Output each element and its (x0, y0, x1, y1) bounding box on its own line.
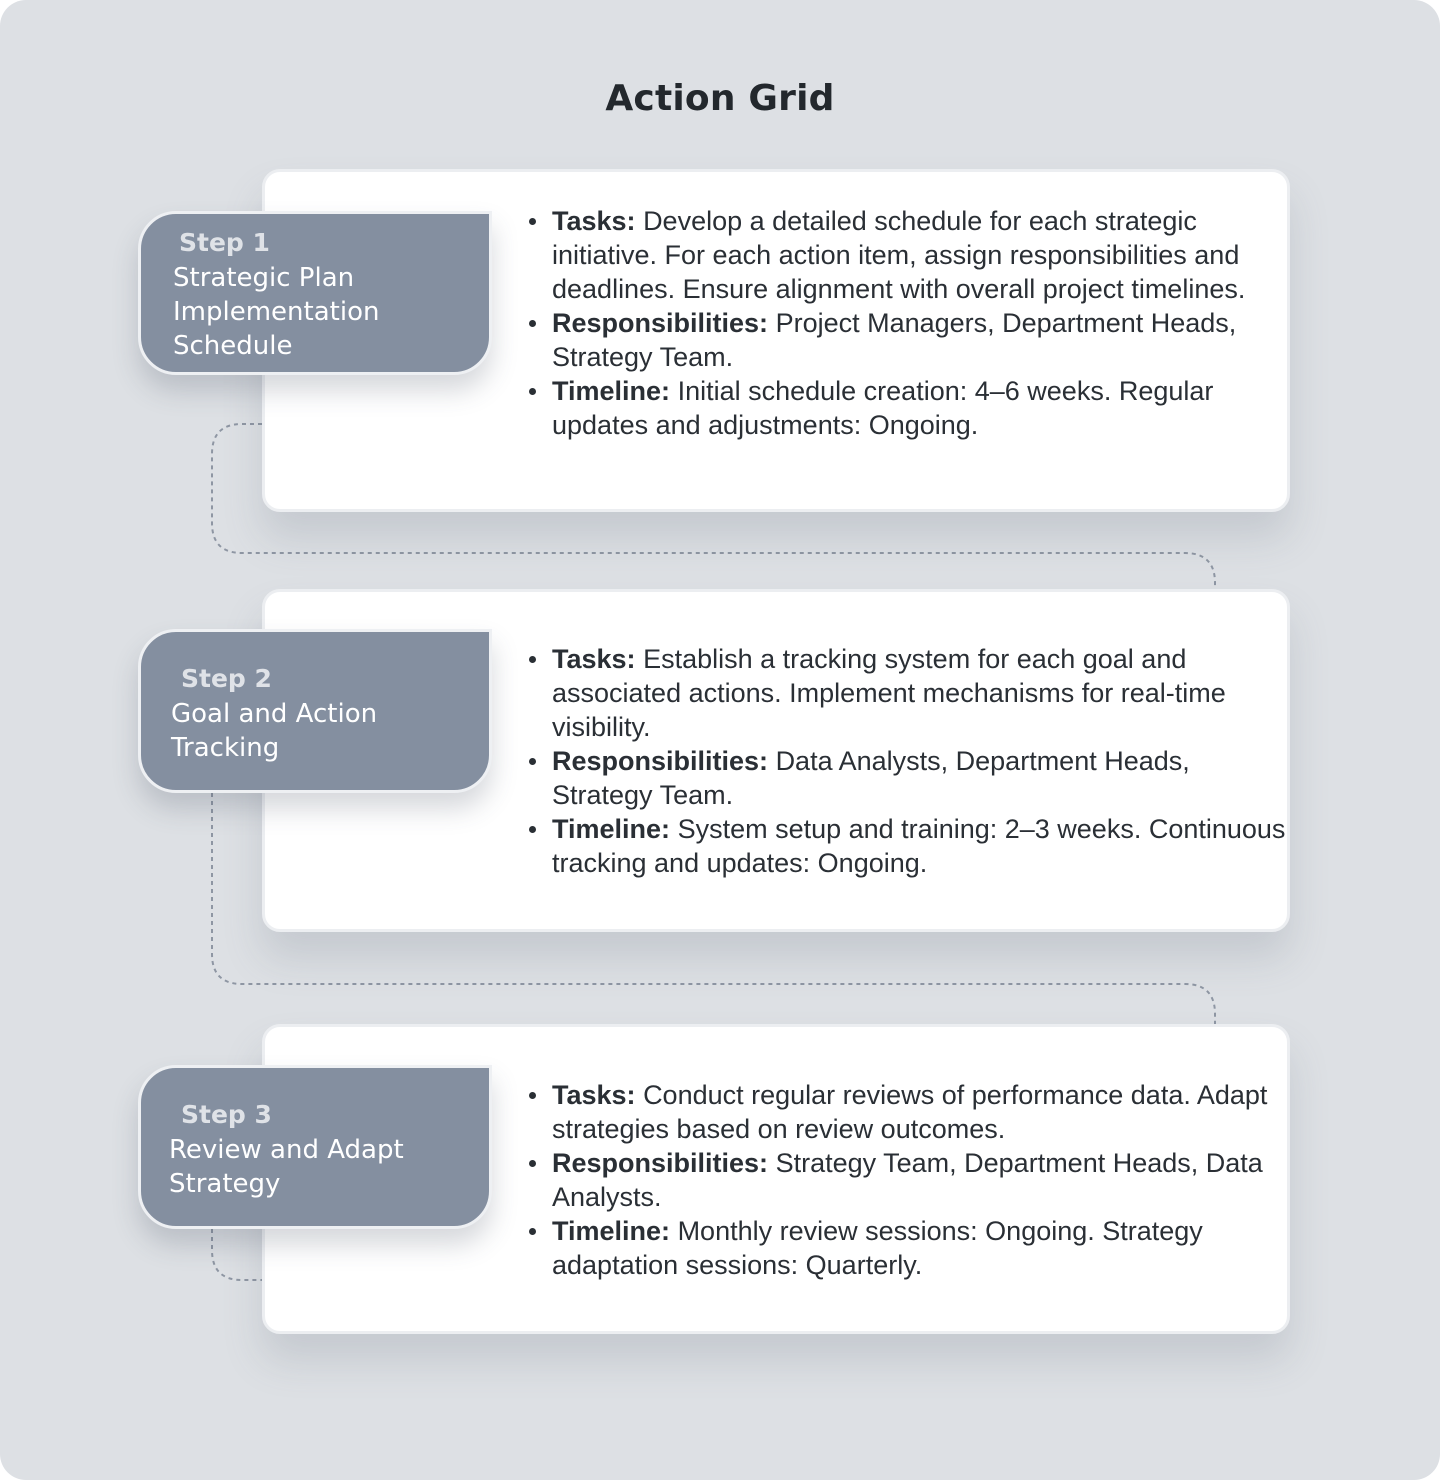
tasks-key: Tasks: (552, 206, 636, 236)
step-1-title: Strategic Plan Implementation Schedule (173, 263, 380, 361)
step-2-details (524, 642, 1292, 880)
responsibilities-key: Responsibilities: (552, 308, 769, 338)
timeline-text: Monthly review sessions: Ongoing. Strategy adaptation sessions: Quarterly. (552, 1216, 1203, 1280)
step-1-pill (138, 211, 492, 375)
step-1-responsibilities-item (552, 306, 1292, 374)
timeline-key: Timeline: (552, 814, 671, 844)
responsibilities-key: Responsibilities: (552, 1148, 769, 1178)
step-1-label: Step 1 (179, 228, 270, 257)
step-2-pill (138, 629, 492, 793)
tasks-text: Conduct regular reviews of performance data. Adapt strategies based on review outcomes. (552, 1080, 1268, 1144)
step-1-timeline-item (552, 374, 1292, 442)
connector-step3-tail (212, 1229, 262, 1280)
diagram-title: Action Grid (605, 78, 835, 119)
step-2-timeline-item (552, 812, 1292, 880)
step-2-responsibilities-item (552, 744, 1292, 812)
step-1-details (524, 204, 1292, 442)
step-1-tasks-item (552, 204, 1292, 306)
responsibilities-text: Project Managers, Department Heads, Strategy Team. (552, 308, 1237, 372)
tasks-text: Develop a detailed schedule for each strategic initiative. For each action item, assign responsibilities and deadlines. Ensure alignment with overall project timelines. (552, 206, 1246, 304)
responsibilities-text: Data Analysts, Department Heads, Strategy Team. (552, 746, 1190, 810)
step-3-label: Step 3 (181, 1100, 272, 1129)
timeline-key: Timeline: (552, 376, 671, 406)
step-3-title: Review and Adapt Strategy (169, 1135, 404, 1199)
timeline-text: System setup and training: 2–3 weeks. Continuous tracking and updates: Ongoing. (552, 814, 1286, 878)
step-3-pill (138, 1065, 492, 1229)
step-2-title: Goal and Action Tracking (171, 699, 378, 763)
responsibilities-text: Strategy Team, Department Heads, Data Analysts. (552, 1148, 1263, 1212)
step-3-tasks-item (552, 1078, 1292, 1146)
tasks-text: Establish a tracking system for each goal and associated actions. Implement mechanisms for real-time visibility. (552, 644, 1226, 742)
tasks-key: Tasks: (552, 1080, 636, 1110)
responsibilities-key: Responsibilities: (552, 746, 769, 776)
step-2-label: Step 2 (181, 664, 272, 693)
step-3-details (524, 1078, 1292, 1282)
tasks-key: Tasks: (552, 644, 636, 674)
step-2-tasks-item (552, 642, 1292, 744)
timeline-text: Initial schedule creation: 4–6 weeks. Regular updates and adjustments: Ongoing. (552, 376, 1214, 440)
step-3-timeline-item (552, 1214, 1292, 1282)
step-3-responsibilities-item (552, 1146, 1292, 1214)
timeline-key: Timeline: (552, 1216, 671, 1246)
